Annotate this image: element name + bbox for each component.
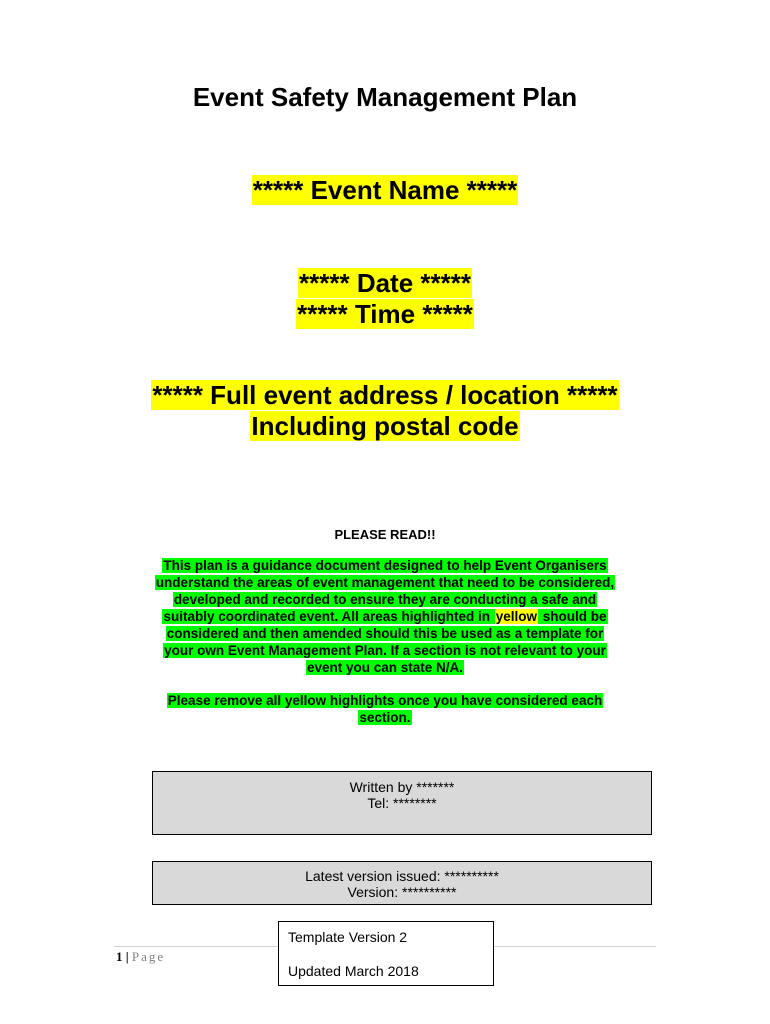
page-separator: | (125, 949, 129, 964)
guidance-line: suitably coordinated event. All areas highlighted in (163, 609, 494, 624)
template-version-text: Template Version 2 (288, 929, 408, 945)
guidance-line: understand the areas of event management that need to be considered, (155, 575, 615, 590)
template-version-box (278, 921, 494, 986)
event-name: ***** Event Name ***** (252, 175, 518, 205)
yellow-word: yellow (495, 609, 538, 624)
time-block (0, 299, 770, 330)
template-updated-text: Updated March 2018 (288, 963, 419, 979)
guidance-paragraph (108, 557, 662, 676)
page-number-value: 1 (116, 949, 123, 964)
guidance-line: event you can state N/A. (306, 660, 464, 675)
event-postal-code: Including postal code (251, 411, 519, 441)
date-block (0, 268, 770, 299)
guidance-line: This plan is a guidance document designed to help Event Organisers (163, 558, 607, 573)
guidance-line: your own Event Management Plan. If a section is not relevant to your (164, 643, 606, 658)
guidance-line: should be (539, 609, 607, 624)
page-word: Page (131, 949, 166, 964)
guidance-line: developed and recorded to ensure they are conducting a safe and (173, 592, 597, 607)
note-line: Please remove all yellow highlights once you have considered each (167, 693, 603, 708)
postal-code-block (0, 411, 770, 442)
guidance-line: considered and then amended should this be used as a template for (166, 626, 604, 641)
event-date: ***** Date ***** (299, 268, 471, 298)
please-read-heading: PLEASE READ!! (334, 527, 436, 542)
page-number (116, 949, 165, 965)
written-by-box (152, 771, 652, 835)
written-by-text: Written by ******* (349, 779, 455, 795)
tel-text: Tel: ******** (367, 795, 437, 811)
address-block (0, 380, 770, 411)
version-box (152, 861, 652, 905)
page-title: Event Safety Management Plan (192, 82, 578, 112)
remove-highlights-note (108, 692, 662, 726)
event-name-block (0, 175, 770, 206)
event-address: ***** Full event address / location ***** (152, 380, 618, 410)
version-text: Version: ********** (347, 884, 457, 900)
event-time: ***** Time ***** (297, 299, 473, 329)
note-line: section. (359, 710, 411, 725)
latest-version-text: Latest version issued: ********** (305, 868, 499, 884)
